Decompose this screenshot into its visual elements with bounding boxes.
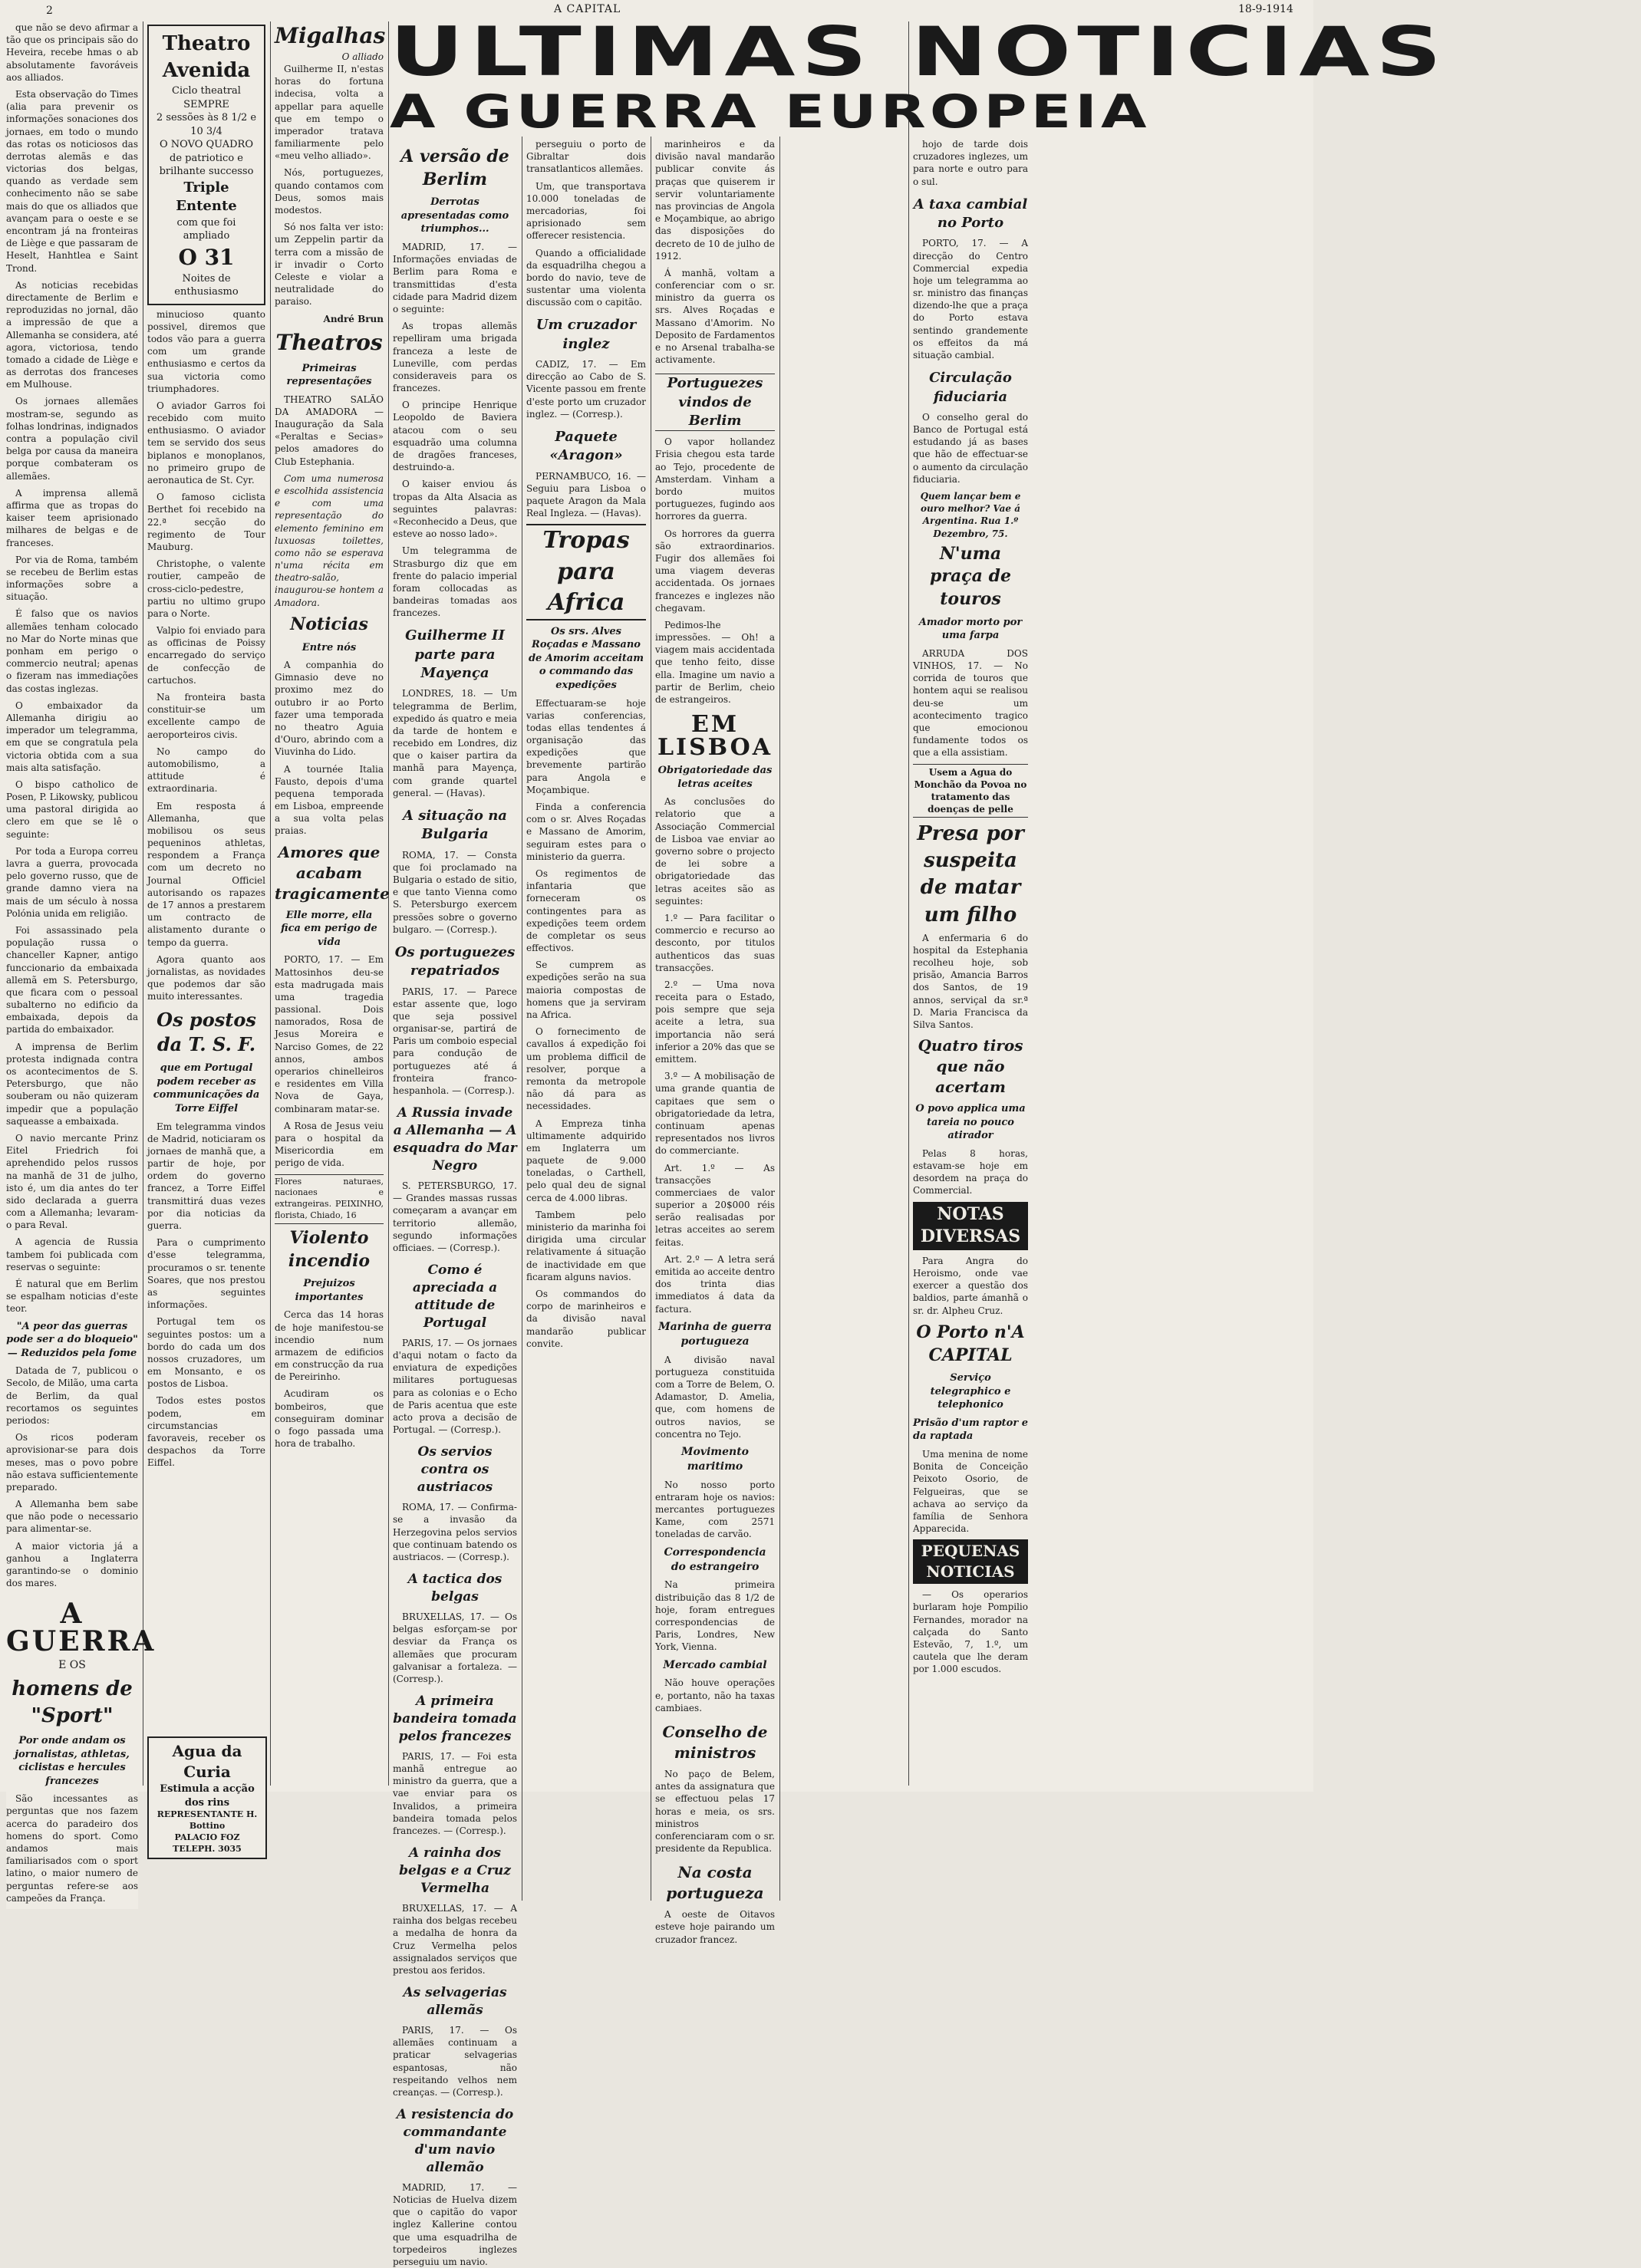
noticias-subheading: Entre nós xyxy=(302,641,357,653)
paragraph: O vapor hollandez Frisia chegou esta tarde ao Tejo, procedente de Amsterdam. Vinham a bordo muitos portuguezes, fugindo aos horrores da guerra. xyxy=(655,436,775,522)
paragraph: Art. 1.º — As transacções commerciaes de valor superior a 20$000 réis serão realisadas por letras acceites ao serem feitas. xyxy=(655,1162,775,1248)
paragraph: Portugal tem os seguintes postos: um a bordo do cada um dos nossos cruzadores, um em Monsanto, e os postos de Lisboa. xyxy=(147,1316,265,1390)
paragraph: Guilherme II, n'estas horas do fortuna indecisa, volta a appellar para aquelle que em tempo o imperador tratava familiarmente pelo «meu velho alliado». xyxy=(275,63,384,162)
paragraph: ROMA, 17. — Consta que foi proclamado na Bulgaria o estado de sitio, e que tanto Vienna como S. Petersburgo exercem pressões sobre o governo bulgaro. — (Corresp.). xyxy=(393,849,517,935)
paragraph: O principe Henrique Leopoldo de Baviera atacou com o seu esquadrão uma columna de dragões franceses, destruindo-a. xyxy=(393,400,517,473)
ad-address: PALACIO FOZ TELEPH. 3035 xyxy=(173,1832,242,1854)
paragraph: MADRID, 17. — Informações enviadas de Berlim para Roma e transmittidas d'esta cidade para Madrid dizem o seguinte: xyxy=(393,242,517,314)
touros-headline: N'uma praça de touros xyxy=(930,543,1011,610)
mercado-headline: Mercado cambial xyxy=(663,1658,767,1671)
paragraph: Os ricos poderam aprovisionar-se para dois meses, mas o povo pobre não estava sufficientemente preparado. xyxy=(6,1432,138,1493)
resistencia-headline: A resistencia do commandante d'um navio allemão xyxy=(396,2107,514,2175)
paragraph: A imprensa allemã affirma que as tropas do kaiser teem aprisionado milhares de belgas e de franceses. xyxy=(6,487,138,548)
pequenas-headline: PEQUENAS NOTICIAS xyxy=(913,1539,1028,1584)
paragraph: S. PETERSBURGO, 17. — Grandes massas russas começaram a avançar em territorio allemão, segundo informações officiaes. — (Corresp.). xyxy=(393,1180,517,1253)
tsf-deck: que em Portugal podem receber as communicações da Torre Eiffel xyxy=(153,1062,260,1114)
paragraph: Pelas 8 horas, estavam-se hoje em desordem na praça do Commercial. xyxy=(913,1147,1028,1197)
ad-subtitle: Estimula a acção dos rins xyxy=(160,1783,255,1809)
paragraph: As conclusões do relatorio que a Associação Commercial de Lisboa vae enviar ao governo sobre o projecto de lei sobre a obrigatoriedade das letras aceites são as seguintes: xyxy=(655,796,775,907)
amores-headline: Amores que acabam tragicamente xyxy=(275,842,390,903)
porto-deck: Serviço telegraphico e telephonico xyxy=(930,1372,1011,1411)
page-number: 2 xyxy=(46,5,53,17)
costa-headline: Na costa portugueza xyxy=(666,1863,764,1903)
paragraph: Foi assassinado pela população russa o chanceller Kapner, antigo funccionario da embaixada allemã em S. Petersburgo, que ficara com o pessoal subalterno no edificio da embaixada, depois da partida do embaixador. xyxy=(6,924,138,1035)
theatros-subheading: Primeiras representações xyxy=(286,362,372,388)
paragraph: Na primeira distribuição das 8 1/2 de hoje, foram entregues correspondencias de Paris, Londres, New York, Vienna. xyxy=(655,1579,775,1653)
column-5 xyxy=(526,138,646,1787)
paragraph: 2.º — Uma nova receita para o Estado, pois sempre que seja aceite a letra, sua importancia não será inferior a 20% das que se emittem. xyxy=(655,979,775,1065)
paragraph: THEATRO SALÃO DA AMADORA — Inauguração da Sala «Peraltas e Secias» pelos amadores do Club Estephania. xyxy=(275,393,384,467)
guerra-subheadline: homens de "Sport" xyxy=(12,1677,133,1727)
noticias-heading: Noticias xyxy=(290,614,368,634)
paragraph: O kaiser enviou ás tropas da Alta Alsacia as seguintes palavras: «Reconhecido a Deus, que esteve ao nosso lado». xyxy=(393,479,517,540)
ad-title: Agua da Curia xyxy=(172,1742,242,1781)
quatro-deck: O povo applica uma tareia no pouco atirador xyxy=(915,1103,1026,1142)
paragraph: MADRID, 17. — Noticias de Huelva dizem que o capitão do vapor inglez Kallerine contou que uma esquadrilha de torpedeiros inglezes perseguiu um navio. xyxy=(393,2181,517,2268)
author-signature: André Brun xyxy=(323,313,384,324)
paragraph: PARIS, 17. — Foi esta manhã entregue ao ministro da guerra, que a vae enviar para os Invalidos, a primeira bandeira tomada pelos francezes. — (Corresp.). xyxy=(393,1750,517,1837)
paragraph: O embaixador da Allemanha dirigiu ao imperador um telegramma, em que se congratula pela victoria obtida com a sua mais alta satisfação. xyxy=(6,699,138,773)
paragraph: Agora quanto aos jornalistas, as novidades que podemos dar são muito interessantes. xyxy=(147,953,265,1002)
repatriados-headline: Os portuguezes repatriados xyxy=(394,943,516,979)
paragraph: PERNAMBUCO, 16. — Seguiu para Lisboa o paquete Aragon da Mala Real Ingleza. — (Havas). xyxy=(526,470,646,519)
paragraph: Em telegramma vindos de Madrid, noticiaram os jornaes de manhã que, a partir de hoje, por ordem do governo francez, a Torre Eiffel transmittirá duas vezes por dia noticias da guerra. xyxy=(147,1121,265,1231)
column-2 xyxy=(147,21,265,1854)
paragraph: Valpio foi enviado para as officinas de Poissy encarregado do serviço de confecção de cartuchos. xyxy=(147,625,265,686)
paragraph: perseguiu o porto de Gibraltar dois transatlanticos allemães. xyxy=(526,139,646,175)
paragraph: PARIS, 17. — Os allemães continuam a praticar selvagerias espantosas, não respeitando velhos nem creanças. — (Corresp.). xyxy=(393,2025,517,2098)
circulacao-headline: Circulação fiduciaria xyxy=(929,370,1012,405)
column-rule xyxy=(908,21,909,1786)
paragraph: Pedimos-lhe impressões. — Oh! a viagem mais accidentada que tenho feito, disse ella. Imagine um navio a partir de Berlim, cheio de estrangeiros. xyxy=(655,619,775,706)
paragraph: A Empreza tinha ultimamente adquirido em Inglaterra um paquete de 9.000 toneladas, o Carthell, pelo qual deu de signal cerca de 4.000 libras. xyxy=(526,1118,646,1203)
paragraph: Para o cumprimento d'esse telegramma, procuramos o sr. tenente Soares, que nos prestou as seguintes informações. xyxy=(147,1237,265,1311)
prisao-headline: Prisão d'um raptor e da raptada xyxy=(913,1417,1028,1443)
theatre-line: Noites de enthusiasmo xyxy=(174,272,239,298)
paragraph: A agencia de Russia tambem foi publicada com reservas o seguinte: xyxy=(6,1236,138,1272)
paragraph: Os horrores da guerra são extraordinarios. Fugir dos allemães foi uma viagem deveras accidentada. Os jornaes francezes e inglezes não chegavam. xyxy=(655,528,775,614)
paragraph: Os regimentos de infantaria que forneceram os contingentes para as expedições teem ordem de completar os seus effectivos. xyxy=(526,867,646,954)
paragraph: A oeste de Oitavos esteve hoje pairando um cruzador francez. xyxy=(655,1909,775,1945)
paragraph: Por via de Roma, também se recebeu de Berlim estas informações sobre a situação. xyxy=(6,554,138,603)
theatre-feature: Triple Entente xyxy=(176,179,237,215)
paragraph: Art. 2.º — A letra será emitida ao acceite dentro dos trinta dias immediatos á data da factura. xyxy=(655,1253,775,1315)
paragraph: BRUXELLAS, 17. — A rainha dos belgas recebeu a medalha de honra da Cruz Vermelha pelos assignalados serviços que prestou aos feridos. xyxy=(393,1903,517,1976)
lisboa-deck: Obrigatoriedade das letras aceites xyxy=(657,765,773,790)
paragraph: O famoso ciclista Berthet foi recebido na 22.ª secção do regimento de Tour Mauburg. xyxy=(147,492,265,552)
paragraph: PORTO, 17. — Em Mattosinhos deu-se esta madrugada mais uma tragedia passional. Dois namorados, Rosa de Jesus Moreira e Narciso Gomes, de 22 annos, ambos operarios chinelleiros e residentes em Villa Nova de Gaya, combinaram matar-se. xyxy=(275,954,384,1114)
paragraph: A maior victoria já a ganhou a Inglaterra garantindo-se o dominio dos mares. xyxy=(6,1540,138,1589)
paragraph: O navio mercante Prinz Eitel Friedrich foi aprehendido pelos russos na manhã de 31 de julho, isto é, um dia antes do ter sido declarada a guerra com a Allemanha; levaram-o para Reval. xyxy=(6,1132,138,1231)
paragraph: Na fronteira basta constituir-se um excellente campo de aeroporteiros civis. xyxy=(147,692,265,740)
paragraph: PARIS, 17. — Os jornaes d'aqui notam o facto da enviatura de expedições militares portuguesas para as colonias e o Echo de Paris acentua que este acto prova a decisão de Portugal. — (Corresp.). xyxy=(393,1337,517,1436)
paragraph: Uma menina de nome Bonita de Conceição Peixoto Osorio, de Felgueiras, que se achava ao serviço da família de Senhora Apparecida. xyxy=(913,1448,1028,1535)
theatre-number: O 31 xyxy=(178,244,235,270)
violento-headline: Violento incendio xyxy=(288,1227,371,1271)
paragraph: No paço de Belem, antes da assignatura que se effectuou pelas 17 horas e meia, os srs. ministros conferenciaram com o sr. presidente da Republica. xyxy=(655,1768,775,1855)
correspondencia-headline: Correspondencia do estrangeiro xyxy=(664,1545,766,1573)
paragraph: Com uma numerosa e escolhida assistencia e com uma representação do elemento feminino em luxuosas toilettes, como não se esperava n'uma récita em theatro-salão, inaugurou-se hontem a Amadora. xyxy=(275,472,384,608)
paragraph: ARRUDA DOS VINHOS, 17. — No corrida de touros que hontem aqui se realisou deu-se um acontecimento tragico que emocionou fundamente todos os que a ella assistiam. xyxy=(913,647,1028,759)
paragraph: Effectuaram-se hoje varias conferencias, todas ellas tendentes á organisação das expedições que brevemente partirão para Angola e Moçambique. xyxy=(526,697,646,795)
masthead-title: ULTIMAS NOTICIAS xyxy=(390,12,1448,91)
paragraph: O conselho geral do Banco de Portugal está estudando já as bases que hão de effectuar-se o aumento da circulação fiduciaria. xyxy=(913,411,1028,485)
column-3 xyxy=(275,21,390,1786)
paragraph: Em resposta á Allemanha, que mobilisou os seus pequeninos athletas, respondem a França com um decreto no Journal Officiel autorisando os rapazes de 17 annos a prestarem um contracto de alistamento durante o tempo da guerra. xyxy=(147,800,265,948)
paragraph: minucioso quanto possivel, diremos que todos vão para a guerra com um grande enthusiasmo e certos da sua victoria como triumphadores. xyxy=(147,308,265,394)
column-4 xyxy=(393,138,517,2268)
guilherme-headline: Guilherme II parte para Mayença xyxy=(405,627,505,682)
paragraph: 1.º — Para facilitar o commercio e recurso ao desconto, por titulos authenticos das suas transacções. xyxy=(655,912,775,973)
theatre-line: O NOVO QUADRO xyxy=(159,139,253,151)
paragraph: Um telegramma de Strasburgo diz que em frente do palacio imperial foram collocadas as bandeiras tomadas aos francezes. xyxy=(393,545,517,619)
paragraph: Por toda a Europa correu lavra a guerra, provocada pelo governo russo, que de grande damno viera na mais de um século à nossa Polónia unida em religião. xyxy=(6,845,138,919)
paragraph: No nosso porto entraram hoje os navios: mercantes portuguezes Kame, com 2571 toneladas de carvão. xyxy=(655,1479,775,1540)
lisboa-headline: EM LISBOA xyxy=(657,711,773,762)
paragraph: A Allemanha bem sabe que não pode o necessario para alimentar-se. xyxy=(6,1499,138,1535)
paragraph: A enfermaria 6 do hospital da Estephania recolheu hoje, sob prisão, Amancia Barros dos Santos, de 19 annos, serviçal da sr.ª D. Maria Francisca da Silva Santos. xyxy=(913,932,1028,1030)
porto-headline: O Porto n'A CAPITAL xyxy=(916,1322,1025,1365)
column-7-left xyxy=(913,138,1028,1680)
column-rule xyxy=(388,21,389,1786)
cruzador-headline: Um cruzador inglez xyxy=(535,317,637,352)
paragraph: Nós, portuguezes, quando contamos com Deus, somos mais modestos. xyxy=(275,167,384,216)
paragraph: hojo de tarde dois cruzadores inglezes, um para norte e outro para o sul. xyxy=(913,139,1028,187)
migalhas-heading: Migalhas xyxy=(275,23,386,48)
ad-representative: REPRESENTANTE H. Bottino xyxy=(157,1809,258,1831)
paragraph: A companhia do Gimnasio deve no proximo mez do outubro ir ao Porto fazer uma temporada no theatro Aguia d'Ouro, abrindo com a Viuvinha do Lido. xyxy=(275,660,384,758)
migalhas-subheading: O alliado xyxy=(341,51,384,62)
conselho-headline: Conselho de ministros xyxy=(662,1722,768,1762)
column-rule xyxy=(779,137,780,1901)
paragraph: Tambem pelo ministerio da marinha foi dirigida uma circular relativamente á situação de inactividade em que ficaram alguns navios. xyxy=(526,1209,646,1282)
paragraph: Quando a officialidade da esquadrilha chegou a bordo do navio, teve de sustentar uma violenta discussão com o capitão. xyxy=(526,247,646,308)
paquete-headline: Paquete «Aragon» xyxy=(549,428,623,464)
paragraph: Para Angra do Heroismo, onde vae exercer a questão dos baldios, parte ámanhã o sr. dr. Alpheu Cruz. xyxy=(913,1255,1028,1316)
paragraph: que não se devo afirmar a tão que os principais são do Heveira, recebe hmas o ab absolutamente favoráveis aos alliados. xyxy=(6,22,138,83)
paragraph: Se cumprem as expedições serão na sua maioria compostas de homens que ja serviram na Africa. xyxy=(526,960,646,1021)
newspaper-name: A CAPITAL xyxy=(554,3,621,15)
monchao-advert: Usem a Agua do Monchão da Povoa no tratamento das doenças de pelle xyxy=(913,764,1028,818)
paragraph: BRUXELLAS, 17. — Os belgas esforçam-se por desviar da França os allemães que procuram galvanisar a fortaleza. — (Corresp.). xyxy=(393,1611,517,1684)
paragraph: PARIS, 17. — Parece estar assente que, logo que seja possivel organisar-se, partirá de Paris um comboio especial para condução de portuguezes até á fronteira franco-hespanhola. — (Corresp.). xyxy=(393,986,517,1097)
paragraph: Á manhã, voltam a conferenciar com o sr. ministro da guerra os srs. Alves Roçadas e Massano d'Amorim. No Deposito de Fardamentos e no Arsenal trabalha-se activamente. xyxy=(655,267,775,366)
curia-advert xyxy=(147,1736,267,1859)
column-7 xyxy=(913,138,1309,1787)
paragraph: Não houve operações e, portanto, não ha taxas cambiaes. xyxy=(655,1677,775,1713)
paragraph: As noticias recebidas directamente de Berlim e reproduzidas no jornal, dão a impressão de que a Allemanha se considera, até agora, victoriosa, tendo tomado a cidade de Liège e as derrotas dos franceses em Mulhouse. xyxy=(6,279,138,390)
masthead xyxy=(390,12,1448,139)
paragraph: 3.º — A mobilisação de uma grande quantia de capitaes que sem o obrigatoriedade da letra, continuam apenas representados nos livros do commerciante. xyxy=(655,1071,775,1157)
paragraph: — Os operarios burlaram hoje Pompilio Fernandes, morador na calçada do Santo Estevão, 7, 1.º, um cautela que lhe deram por 1.000 escudos. xyxy=(913,1589,1028,1675)
versao-headline: A versão de Berlim xyxy=(400,146,509,189)
amores-deck: Elle morre, ella fica em perigo de vida xyxy=(281,909,377,948)
theatre-line: 2 sessões às 8 1/2 e 10 3/4 xyxy=(156,112,257,137)
paragraph: O bispo catholico de Posen, P. Likowsky, publicou uma pastoral dirigida ao clero em que se lê o seguinte: xyxy=(6,778,138,840)
paragraph: CADIZ, 17. — Em direcção ao Cabo de S. Vicente passou em frente d'este porto um cruzador inglez. — (Corresp.). xyxy=(526,359,646,420)
paragraph: Finda a conferencia com o sr. Alves Roçadas e Massano de Amorim, seguiram estes para o ministerio da guerra. xyxy=(526,802,646,862)
touros-deck: Amador morto por uma farpa xyxy=(918,616,1023,642)
column-rule xyxy=(270,21,271,1786)
guerra-connector: E OS xyxy=(58,1659,86,1671)
paragraph: Os jornaes allemães mostram-se, segundo as folhas londrinas, indignados contra a população civil belga por causa da maneira porque combateram os allemães. xyxy=(6,396,138,482)
selvagerias-headline: As selvagerias allemãs xyxy=(403,1985,507,2019)
taxa-headline: A taxa cambial no Porto xyxy=(913,196,1028,232)
presa-headline: Presa por suspeita de matar um filho xyxy=(917,822,1024,927)
paragraph: Um, que transportava 10.000 toneladas de mercadorias, foi aprisionado sem offerecer resistencia. xyxy=(526,180,646,242)
apreciada-headline: Como é apreciada a attitude de Portugal xyxy=(412,1262,498,1331)
headline-bloqueio: "A peor das guerras pode ser a do bloqueio" — Reduzidos pela fome xyxy=(6,1320,138,1359)
theatre-line: SEMPRE xyxy=(183,98,229,110)
tropas-deck: Os srs. Alves Roçadas e Massano de Amorim acceitam o commando das expedições xyxy=(528,625,644,691)
theatre-advert xyxy=(147,25,265,305)
theatros-heading: Theatros xyxy=(275,329,383,355)
paragraph: PORTO, 17. — A direcção do Centro Commercial expedia hoje um telegramma ao sr. ministro das finanças dizendo-lhe que a praça do Porto estava sentindo grandemente os effeitos da má situação cambial. xyxy=(913,238,1028,361)
paragraph: O fornecimento de cavallos á expedição foi um problema difficil de resolver, porque a remonta da metropole não dá para as necessidades. xyxy=(526,1026,646,1112)
column-6 xyxy=(655,138,775,1945)
quem-advert: Quem lançar bem e ouro melhor? Vae á Argentina. Rua 1.º Dezembro, 75. xyxy=(920,490,1021,539)
florist-advert: Flores naturaes, nacionaes e extrangeiras. PEIXINHO, florista, Chiado, 16 xyxy=(275,1174,384,1224)
paragraph: No campo do automobilismo, a attitude é extraordinaria. xyxy=(147,746,265,795)
paragraph: Esta observação do Times (alia para prevenir os informações sonaciones dos jornaes, em todo o mundo das rotas os noticiosos das derrotas alemãs e das victorias dos belgas, quando as verdade sem conhecimento não se sabe mais do que os alliados que avançam para o oeste e se encontram já na fronteiras de Liège e que passaram de Heselt, Hanhtlea e Saint Trond. xyxy=(6,88,138,274)
paragraph: Os commandos do corpo de marinheiros e da divisão naval mandarão publicar convite. xyxy=(526,1288,646,1349)
paragraph: As tropas allemãs repelliram uma brigada franceza a leste de Luneville, com perdas consideraveis para os francezes. xyxy=(393,321,517,394)
issue-date: 18-9-1914 xyxy=(1238,3,1293,15)
tactica-headline: A tactica dos belgas xyxy=(407,1572,503,1605)
marinha-headline: Marinha de guerra portugueza xyxy=(658,1320,772,1348)
theatre-line: com que foi ampliado xyxy=(176,216,236,242)
theatre-title: Theatro Avenida xyxy=(162,32,251,83)
movimento-headline: Movimento maritimo xyxy=(681,1445,749,1473)
theatre-line: de patriotico e brilhante successo xyxy=(159,152,254,178)
paragraph: marinheiros e da divisão naval mandarão publicar convite ás praças que quiserem ir servir voluntariamente nas provincias de Angola e Moçambique, ao abrigo das disposições do decreto de 10 de julho de 1912. xyxy=(655,139,775,262)
paragraph: Datada de 7, publicou o Secolo, de Milão, uma carta de Berlim, da qual recortamos os seguintes periodos: xyxy=(6,1365,138,1426)
guerra-headline: A GUERRA xyxy=(6,1598,157,1657)
rainha-headline: A rainha dos belgas e a Cruz Vermelha xyxy=(399,1845,511,1897)
paragraph: A imprensa de Berlim protesta indignada contra os acontecimentos de S. Petersburgo, que não souberam ou não quizeram impedir que a população saqueasse a embaixada. xyxy=(6,1041,138,1127)
masthead-subtitle: A GUERRA EUROPEIA xyxy=(390,85,1151,139)
paragraph: LONDRES, 18. — Um telegramma de Berlim, expedido ás quatro e meia da tarde de hontem e recebido em Londres, diz que o kaiser partira da manhã para Mayença, com grande quartel general. — (Havas). xyxy=(393,688,517,798)
paragraph: Todos estes postos podem, em circumstancias favoraveis, receber os despachos da Torre Eiffel. xyxy=(147,1395,265,1469)
violento-deck: Prejuizos importantes xyxy=(295,1278,364,1303)
quatro-headline: Quatro tiros que não acertam xyxy=(918,1036,1023,1097)
paragraph: A divisão naval portugueza constituida com a Torre de Belem, O. Adamastor, D. Amelia, que, com homens de outros navios, se concentra no Tejo. xyxy=(655,1354,775,1440)
guerra-deck: Por onde andam os jornalistas, athletas, ciclistas e hercules francezes xyxy=(15,1735,130,1787)
bulgaria-headline: A situação na Bulgaria xyxy=(403,808,507,843)
tsf-headline: Os postos da T. S. F. xyxy=(157,1008,256,1055)
paragraph: Acudiram os bombeiros, que conseguiram dominar o fogo passada uma hora de trabalho. xyxy=(275,1388,384,1450)
paragraph: Christophe, o valente routier, campeão de cross-ciclo-pedestre, partiu no ultimo grupo para o Norte. xyxy=(147,558,265,619)
paragraph: A Rosa de Jesus veiu para o hospital da Misericordia em perigo de vida. xyxy=(275,1120,384,1169)
russia-headline: A Russia invade a Allemanha — A esquadra do Mar Negro xyxy=(393,1105,517,1174)
bandeira-headline: A primeira bandeira tomada pelos francezes xyxy=(393,1694,517,1744)
paragraph: A tournée Italia Fausto, depois d'uma pequena temporada em Lisboa, empreende a sua volta pelas praias. xyxy=(275,763,384,837)
notas-headline: NOTAS DIVERSAS xyxy=(913,1202,1028,1250)
portuguezes-headline: Portuguezes vindos de Berlim xyxy=(655,374,775,431)
servios-headline: Os servios contra os austriacos xyxy=(417,1444,493,1496)
versao-deck: Derrotas apresentadas como triumphos... xyxy=(400,196,509,235)
column-1 xyxy=(6,21,157,1904)
tropas-headline: Tropas para Africa xyxy=(526,524,646,620)
paragraph: O aviador Garros foi recebido com muito enthusiasmo. O aviador tem se servido dos seus biplanos e monoplanos, no primeiro grupo de aeronautica de St. Cyr. xyxy=(147,400,265,486)
paragraph: São incessantes as perguntas que nos fazem acerca do paradeiro dos homens do sport. Como andamos mais familiarisados com o sport latino, o maior numero de perguntas refere-se aos campeões da França. xyxy=(6,1793,138,1904)
theatre-line: Ciclo theatral xyxy=(172,85,241,97)
paragraph: Cerca das 14 horas de hoje manifestou-se incendio num armazem de edificios em construcção da rua de Pereirinho. xyxy=(275,1309,384,1383)
paragraph: É natural que em Berlim se espalham noticias d'este teor. xyxy=(6,1279,138,1315)
paragraph: É falso que os navios allemães tenham colocado no Mar do Norte minas que ponham em perigo o commercio neutral; apenas o fizeram nas immediações das costas inglezas. xyxy=(6,608,138,694)
paragraph: Só nos falta ver isto: um Zeppelin partir da terra com a missão de ir invadir o Corto Celeste e violar a neutralidade do paraiso. xyxy=(275,222,384,308)
paragraph: ROMA, 17. — Confirma-se a invasão da Herzegovina pelos servios que continuam batendo os austriacos. — (Corresp.). xyxy=(393,1502,517,1562)
